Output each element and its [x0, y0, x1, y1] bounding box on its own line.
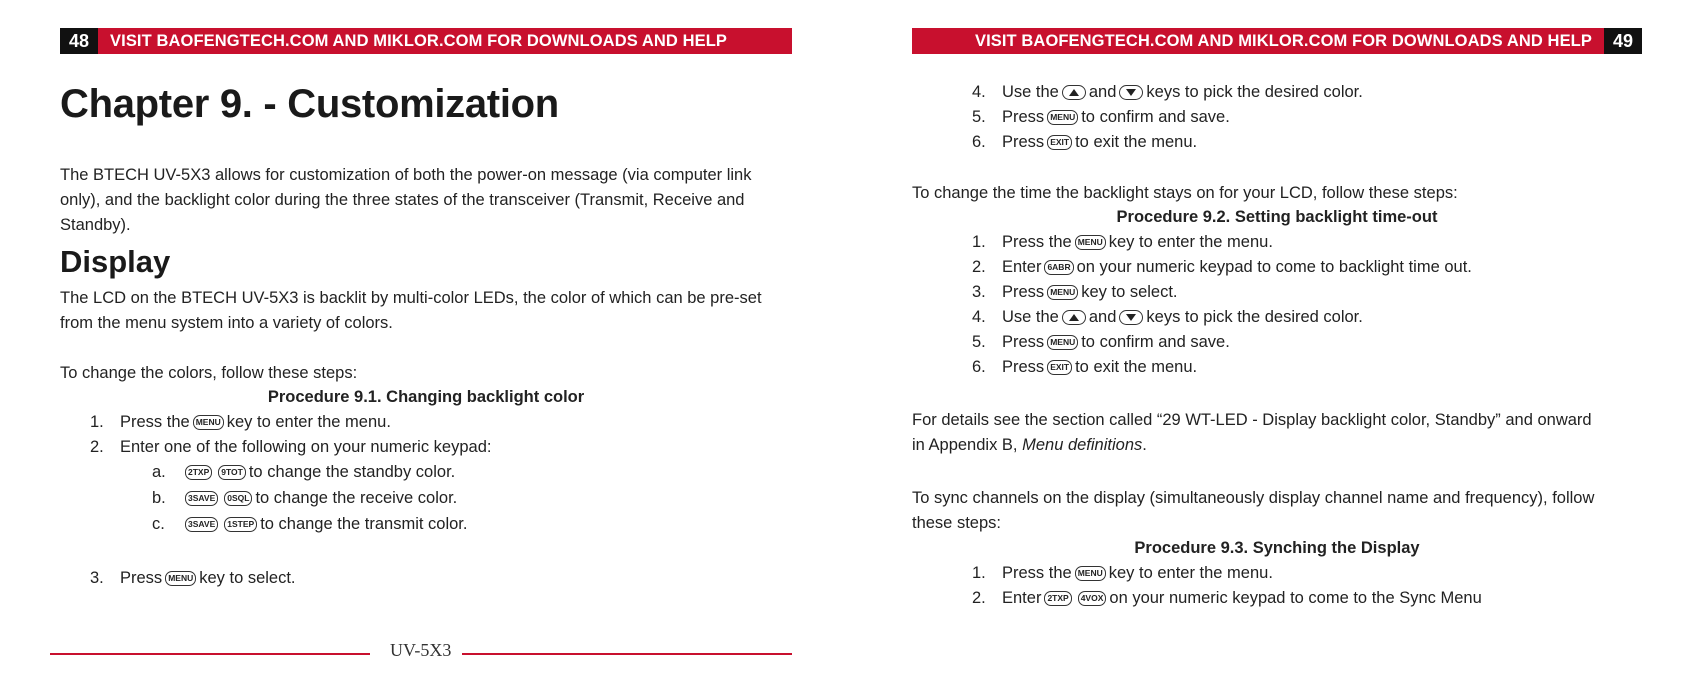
step-text: Use the	[1002, 308, 1059, 326]
step-text: Press	[1002, 358, 1045, 376]
keypad-key-icon: 3SAVE	[185, 491, 218, 506]
step-text: to confirm and save.	[1081, 333, 1230, 351]
menu-key-icon: MENU	[165, 571, 196, 586]
step-text: Press the	[120, 413, 190, 431]
menu-key-icon: MENU	[1075, 566, 1106, 581]
step-number: 3.	[972, 283, 986, 301]
menu-key-icon: MENU	[1075, 235, 1106, 250]
menu-key-icon: MENU	[193, 415, 224, 430]
procedure-step	[90, 566, 296, 591]
step-number: 6.	[972, 133, 986, 151]
step-text: Enter	[1002, 258, 1042, 276]
timeout-intro: To change the time the backlight stays on for your LCD, follow these steps:	[912, 184, 1458, 202]
sub-step-text: to change the transmit color.	[260, 515, 468, 533]
sub-step	[152, 460, 455, 485]
step-text: keys to pick the desired color.	[1146, 308, 1363, 326]
step-text: key to enter the menu.	[1108, 564, 1273, 582]
procedure-step	[972, 355, 1197, 380]
display-line: from the menu system into a variety of colors.	[60, 314, 393, 332]
keypad-key-icon: 2TXP	[185, 465, 212, 480]
step-text: to exit the menu.	[1075, 133, 1198, 151]
menu-key-icon: MENU	[1047, 285, 1078, 300]
menu-key-icon: MENU	[1047, 110, 1078, 125]
step-text: Press	[1002, 133, 1045, 151]
intro-line: The BTECH UV-5X3 allows for customization of both the power-on message (via computer link	[60, 166, 752, 184]
step-text: Enter	[1002, 589, 1042, 607]
exit-key-icon: EXIT	[1047, 135, 1072, 150]
chapter-title: Chapter 9. - Customization	[60, 82, 559, 126]
step-number: 1.	[90, 413, 104, 431]
procedure-step	[90, 410, 391, 435]
step-text: Use the	[1002, 83, 1059, 101]
menu-definitions-reference: Menu definitions	[1022, 436, 1143, 454]
right-page-number: 49	[1604, 28, 1642, 54]
step-text: and	[1088, 308, 1117, 326]
keypad-key-icon: 1STEP	[224, 517, 257, 532]
sub-step-letter: b.	[152, 489, 166, 507]
display-heading: Display	[60, 244, 171, 279]
step-number: 1.	[972, 233, 986, 251]
sync-intro-line: To sync channels on the display (simultaneously display channel name and frequency), follow	[912, 489, 1595, 507]
step-text: key to enter the menu.	[1108, 233, 1273, 251]
sub-step-text: to change the receive color.	[255, 489, 458, 507]
keypad-key-icon: 0SQL	[224, 491, 252, 506]
details-text: in Appendix B,	[912, 436, 1018, 454]
footer-model: UV-5X3	[390, 640, 452, 660]
step-text: Press the	[1002, 233, 1072, 251]
procedure-step	[972, 280, 1178, 305]
step-text: on your numeric keypad to come to backlight time out.	[1076, 258, 1472, 276]
step-text: key to enter the menu.	[226, 413, 391, 431]
right-banner	[912, 28, 1642, 54]
step-text: key to select.	[199, 569, 296, 587]
step-text: to exit the menu.	[1075, 358, 1198, 376]
footer-rule-right	[462, 653, 792, 655]
step-text: keys to pick the desired color.	[1146, 83, 1363, 101]
procedure-step	[972, 305, 1363, 330]
exit-key-icon: EXIT	[1047, 360, 1072, 375]
procedure-title: Procedure 9.3. Synching the Display	[1134, 539, 1420, 557]
sub-step-letter: a.	[152, 463, 166, 481]
step-number: 5.	[972, 108, 986, 126]
down-arrow-key-icon	[1119, 85, 1143, 100]
keypad-key-icon: 4VOX	[1078, 591, 1107, 606]
keypad-key-icon: 2TXP	[1044, 591, 1071, 606]
step-text: key to select.	[1081, 283, 1178, 301]
left-page-number: 48	[60, 28, 98, 54]
sync-intro-line: these steps:	[912, 514, 1001, 532]
intro-line: Standby).	[60, 216, 131, 234]
sub-step	[152, 486, 457, 511]
step-number: 4.	[972, 308, 986, 326]
left-banner	[60, 28, 792, 54]
procedure-step	[972, 105, 1230, 130]
step-text: Press	[120, 569, 163, 587]
procedure-step	[90, 435, 491, 460]
step-text: Press the	[1002, 564, 1072, 582]
step-text: on your numeric keypad to come to the Sync Menu	[1109, 589, 1482, 607]
procedure-step	[972, 80, 1363, 105]
step-number: 4.	[972, 83, 986, 101]
right-banner-text: VISIT BAOFENGTECH.COM AND MIKLOR.COM FOR DOWNLOADS AND HELP	[974, 31, 1592, 50]
down-arrow-key-icon	[1119, 310, 1143, 325]
procedure-title: Procedure 9.1. Changing backlight color	[267, 388, 585, 406]
intro-line: only), and the backlight color during the three states of the transceiver (Transmit, Receive and	[60, 191, 745, 209]
right-page	[850, 0, 1701, 680]
sub-step-letter: c.	[152, 515, 165, 533]
left-banner-text: VISIT BAOFENGTECH.COM AND MIKLOR.COM FOR DOWNLOADS AND HELP	[110, 31, 728, 50]
procedure-step	[972, 255, 1472, 280]
step-number: 6.	[972, 358, 986, 376]
procedure-step	[972, 586, 1482, 611]
details-line	[912, 433, 1147, 458]
up-arrow-key-icon	[1062, 85, 1086, 100]
procedure-step	[972, 230, 1273, 255]
procedure-step	[972, 130, 1197, 155]
details-text: .	[1142, 436, 1147, 454]
step-number: 1.	[972, 564, 986, 582]
step-number: 2.	[972, 258, 986, 276]
procedure-step	[972, 561, 1273, 586]
menu-key-icon: MENU	[1047, 335, 1078, 350]
step-number: 2.	[90, 438, 104, 456]
footer-rule-left	[50, 653, 370, 655]
details-line: For details see the section called “29 WT-LED - Display backlight color, Standby” and onward	[912, 411, 1592, 429]
step-text: Enter one of the following on your numeric keypad:	[120, 438, 492, 456]
step-text: Press	[1002, 333, 1045, 351]
keypad-key-icon: 9TOT	[218, 465, 246, 480]
procedure-title: Procedure 9.2. Setting backlight time-out	[1116, 208, 1438, 226]
left-page	[0, 0, 850, 680]
keypad-key-icon: 6ABR	[1044, 260, 1073, 275]
step-text: Press	[1002, 283, 1045, 301]
step-number: 2.	[972, 589, 986, 607]
step-number: 3.	[90, 569, 104, 587]
sub-step	[152, 512, 467, 537]
up-arrow-key-icon	[1062, 310, 1086, 325]
display-line: The LCD on the BTECH UV-5X3 is backlit by multi-color LEDs, the color of which can be pre-set	[60, 289, 762, 307]
step-text: Press	[1002, 108, 1045, 126]
keypad-key-icon: 3SAVE	[185, 517, 218, 532]
procedure-step	[972, 330, 1230, 355]
sub-step-text: to change the standby color.	[248, 463, 456, 481]
step-text: and	[1088, 83, 1117, 101]
steps-intro: To change the colors, follow these steps:	[60, 364, 358, 382]
step-number: 5.	[972, 333, 986, 351]
step-text: to confirm and save.	[1081, 108, 1230, 126]
